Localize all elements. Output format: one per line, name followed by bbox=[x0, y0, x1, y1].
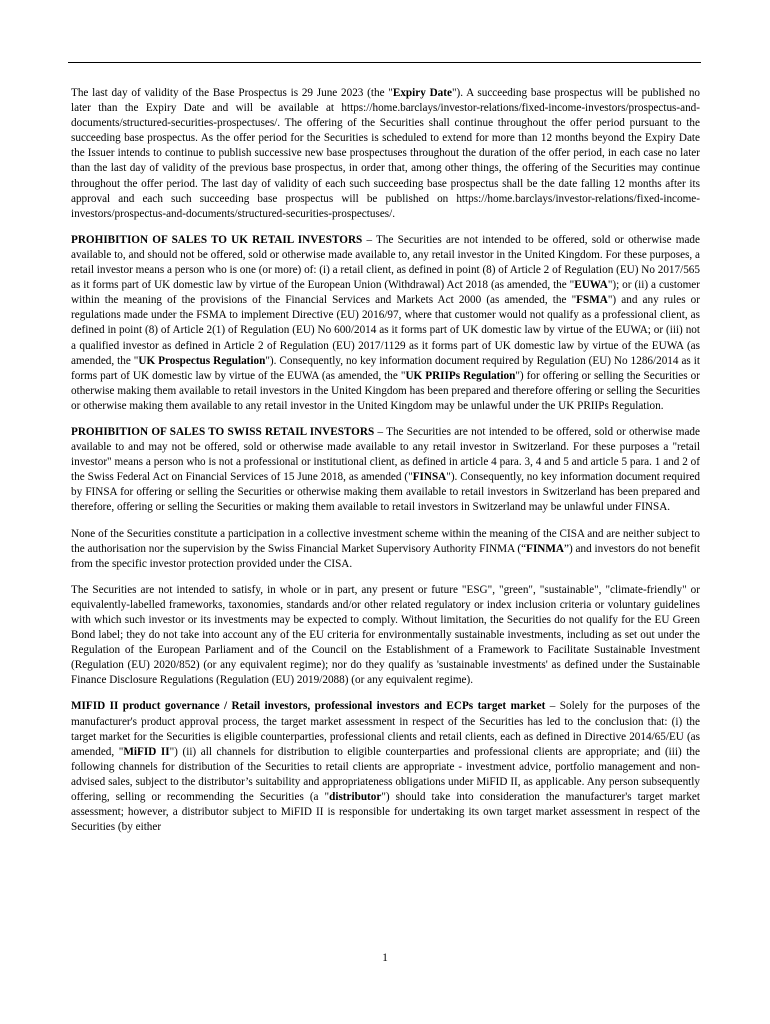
document-body bbox=[71, 86, 700, 846]
cisa-paragraph: None of the Securities constitute a participation in a collective investment scheme within the meaning of the CISA and are neither subject to the authorisation nor the supervision by the Swiss Financial Market Supervisory Authority FINMA (“FINMA”) and investors do not benefit from the specific investor protection provided under the CISA. bbox=[71, 527, 700, 570]
page-number: 1 bbox=[382, 952, 388, 964]
esg-paragraph: The Securities are not intended to satisfy, in whole or in part, any present or future "ESG", "green", "sustainable", "climate-friendly" or equivalently-labelled frameworks, taxonomies, standards and/or other related regulatory or index inclusion criteria or voluntary guidelines with which such investor or its investments may be expected to comply. Without limitation, the Securities do not qualify for the EU Green Bond label; they do not take into account any of the EU criteria for environmentally sustainable investments, including as set out under the Regulation of the European Parliament and of the Council on the Establishment of a Framework to Facilitate Sustainable Investment (Regulation (EU) 2020/852) (or any equivalent regime); nor do they qualify as 'sustainable investments' as defined under the Sustainable Finance Disclosure Regulations (Regulation (EU) 2019/2088) (or any equivalent regime). bbox=[71, 583, 700, 687]
header-rule bbox=[68, 62, 701, 63]
mifid-paragraph: MIFID II product governance / Retail investors, professional investors and ECPs target market – Solely for the purposes of the manufacturer's product approval process, the target market assessment in respect of the Securities has led to the conclusion that: (i) the target market for the Securities is eligible counterparties, professional clients and retail clients, each as defined in Directive 2014/65/EU (as amended, "MiFID II") (ii) all channels for distribution to eligible counterparties and professional clients are appropriate; and (iii) the following channels for distribution of the Securities to retail clients are appropriate - investment advice, portfolio management and non-advised sales, subject to the distributor’s suitability and appropriateness obligations under MiFID II, as applicable. Any person subsequently offering, selling or recommending the Securities (a "distributor") should take into consideration the manufacturer's target market assessment; however, a distributor subject to MiFID II is responsible for undertaking its own target market assessment in respect of the Securities (by either bbox=[71, 700, 700, 834]
swiss-retail-prohibition-paragraph: PROHIBITION OF SALES TO SWISS RETAIL INVESTORS – The Securities are not intended to be offered, sold or otherwise made available to and may not be offered, sold or otherwise made available to any retail investor in Switzerland. For these purposes a "retail investor" means a person who is not a professional or institutional client, as defined in article 4 para. 3, 4 and 5 and article 5 para. 1 and 2 of the Swiss Federal Act on Financial Services of 15 June 2018, as amended ("FINSA"). Consequently, no key information document required by FINSA for offering or selling the Securities or otherwise making them available to retail investors in Switzerland has been prepared and therefore, offering or selling the Securities or making them available to retail investors in Switzerland may be unlawful under FINSA. bbox=[71, 425, 700, 514]
expiry-date-paragraph: The last day of validity of the Base Prospectus is 29 June 2023 (the "Expiry Date"). A succeeding base prospectus will be published no later than the Expiry Date and will be available at https://home.barclays/investor-relations/fixed-income-investors/prospectus-and-documents/structured-securities-prospectuses/. The offering of the Securities shall continue throughout the offer period pursuant to the succeeding base prospectus. As the offer period for the Securities is scheduled to extend for more than 12 months beyond the Expiry Date the Issuer intends to continue to publish successive new base prospectuses throughout the duration of the offer period, in each case no later than the last day of validity of the previous base prospectus, in order that, among other things, the offering of the Securities may continue throughout the offer period. The last day of validity of each such succeeding base prospectus shall be the date falling 12 months after its approval and each such succeeding base prospectus will be published on https://home.barclays/investor-relations/fixed-income-investors/prospectus-and-documents/structured-securities-prospectuses/. bbox=[71, 87, 701, 220]
uk-retail-prohibition-paragraph: PROHIBITION OF SALES TO UK RETAIL INVESTORS – The Securities are not intended to be offered, sold or otherwise made available to, and should not be offered, sold or otherwise made available to, any retail investor in the United Kingdom. For these purposes, a retail investor means a person who is one (or more) of: (i) a retail client, as defined in point (8) of Article 2 of Regulation (EU) No 2017/565 as it forms part of UK domestic law by virtue of the European Union (Withdrawal) Act 2018 (as amended, the "EUWA"); or (ii) a customer within the meaning of the provisions of the Financial Services and Markets Act 2000 (as amended, the "FSMA") and any rules or regulations made under the FSMA to implement Directive (EU) 2016/97, where that customer would not qualify as a professional client, as defined in point (8) of Article 2(1) of Regulation (EU) No 600/2014 as it forms part of UK domestic law by virtue of the EUWA; or (iii) not a qualified investor as defined in Article 2 of Regulation (EU) 2017/1129 as it forms part of UK domestic law by virtue of the EUWA (as amended, the "UK Prospectus Regulation"). Consequently, no key information document required by Regulation (EU) No 1286/2014 as it forms part of UK domestic law by virtue of the EUWA (as amended, the "UK PRIIPs Regulation") for offering or selling the Securities or otherwise making them available to retail investors in the United Kingdom has been prepared and therefore offering or selling the Securities or otherwise making them available to any retail investor in the United Kingdom may be unlawful under the UK PRIIPs Regulation. bbox=[71, 233, 700, 412]
